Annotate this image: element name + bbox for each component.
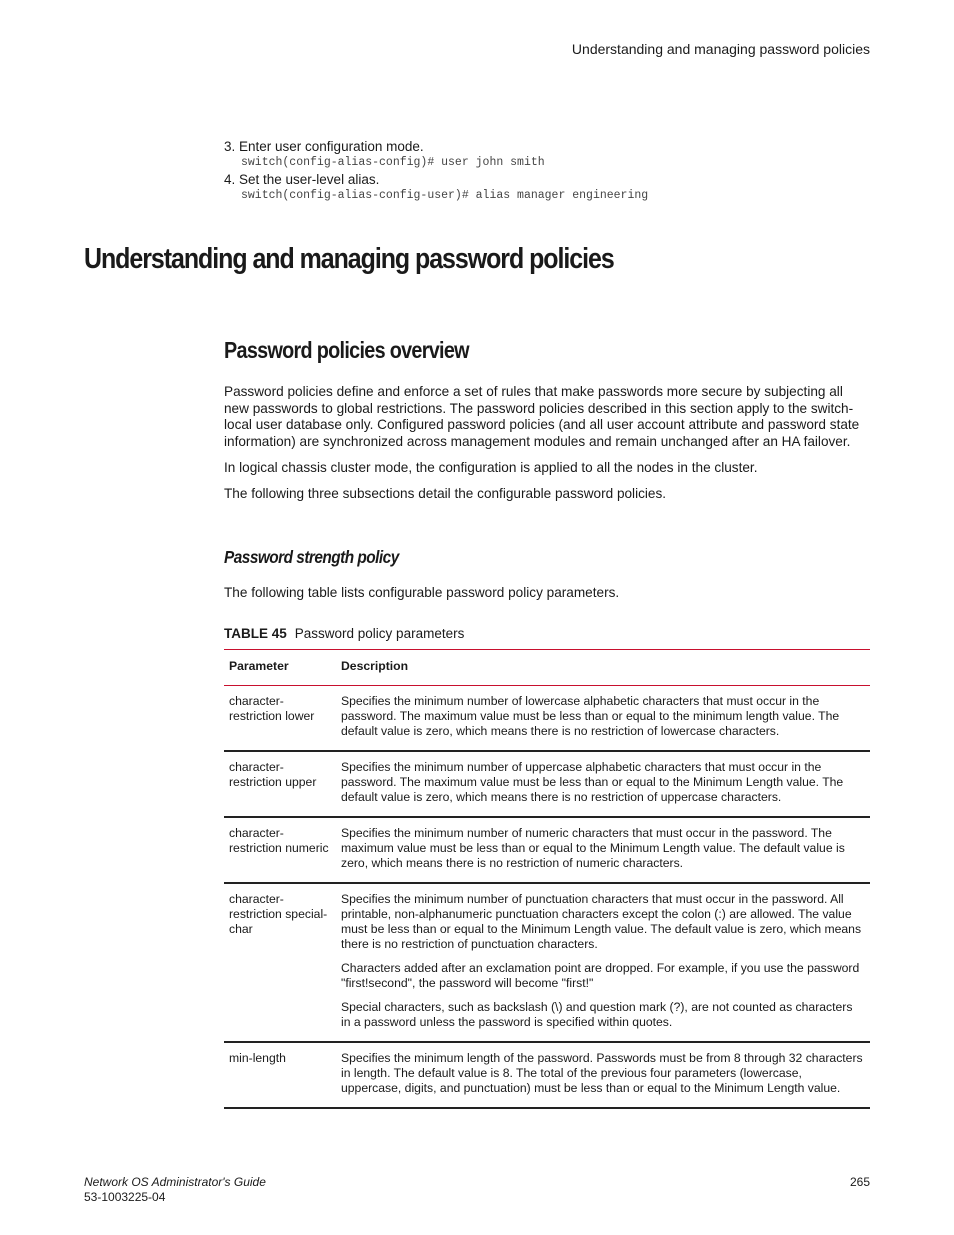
description-text: Characters added after an exclamation point are dropped. For example, if you use the password "first!second", the password will become "first!" <box>341 961 860 990</box>
description-text: Specifies the minimum length of the password. Passwords must be from 8 through 32 characters in length. The default value is 8. The total of the previous four parameters (lowercase, uppercase, digits, and punctuation) must be less than or equal to the Minimum Length value. <box>341 1051 863 1095</box>
description-cell <box>336 883 870 1042</box>
paragraph: Password policies define and enforce a set of rules that make passwords more secure by subjecting all new passwords to global restrictions. The password policies described in this section apply to the switch-local user database only. Configured password policies (and all user account attribute and password state information) are synchronized across management modules and remain unchanged after an HA failover. <box>224 384 860 450</box>
description-text: Specifies the minimum number of numeric characters that must occur in the password. The maximum value must be less than or equal to the Minimum Length value. The default value is zero, which means there is no restriction of numeric characters. <box>341 826 845 870</box>
table-caption-text: Password policy parameters <box>294 626 465 641</box>
column-header-parameter: Parameter <box>224 650 336 686</box>
column-header-description: Description <box>336 650 870 686</box>
table-caption-label: TABLE 45 <box>224 626 287 641</box>
subsection-title: Password policies overview <box>224 337 469 363</box>
code-example: switch(config-alias-config)# user john smith <box>241 156 545 169</box>
description-text: Specifies the minimum number of punctuation characters that must occur in the password. All printable, non-alphanumeric punctuation characters except the colon (:) are allowed. The value must be less than or equal to the Minimum Length value. The default value is zero, which means there is no restriction of punctuation characters. <box>341 892 862 951</box>
step-text: 3. Enter user configuration mode. <box>224 139 424 154</box>
table-row <box>224 751 870 817</box>
table-header-row <box>224 650 870 686</box>
step-text: 4. Set the user-level alias. <box>224 172 380 187</box>
parameter-cell: character-restriction upper <box>224 751 336 817</box>
footer-left <box>84 1175 266 1205</box>
parameter-cell: character-restriction lower <box>224 686 336 752</box>
overview-body <box>224 384 870 511</box>
table-row <box>224 817 870 883</box>
parameter-cell: character-restriction numeric <box>224 817 336 883</box>
section-title: Understanding and managing password policies <box>84 243 614 275</box>
table-row <box>224 1042 870 1108</box>
parameter-cell: min-length <box>224 1042 336 1108</box>
guide-title: Network OS Administrator's Guide <box>84 1175 266 1189</box>
table-intro: The following table lists configurable password policy parameters. <box>224 585 620 600</box>
paragraph: The following three subsections detail the configurable password policies. <box>224 485 667 501</box>
running-header: Understanding and managing password policies <box>571 41 870 57</box>
page-number: 265 <box>849 1175 870 1189</box>
table-row <box>224 883 870 1042</box>
description-cell <box>336 817 870 883</box>
description-cell <box>336 1042 870 1108</box>
code-example: switch(config-alias-config-user)# alias manager engineering <box>241 189 649 202</box>
procedure-steps <box>224 139 870 205</box>
description-cell <box>336 686 870 752</box>
parameter-cell: character-restriction special-char <box>224 883 336 1042</box>
description-text: Specifies the minimum number of uppercase alphabetic characters that must occur in the password. The maximum value must be less than or equal to the Minimum Length value. The default value is zero, which means there is no restriction of uppercase characters. <box>341 760 844 804</box>
description-text: Special characters, such as backslash (\) and question mark (?), are not counted as characters in a password unless the password is specified within quotes. <box>341 1000 853 1029</box>
description-cell <box>336 751 870 817</box>
password-policy-table <box>224 649 870 1109</box>
subsubsection-title: Password strength policy <box>224 547 399 567</box>
table-caption <box>224 626 464 641</box>
paragraph: In logical chassis cluster mode, the configuration is applied to all the nodes in the cluster. <box>224 459 758 475</box>
table-row <box>224 686 870 752</box>
description-text: Specifies the minimum number of lowercase alphabetic characters that must occur in the password. The maximum value must be less than or equal to the minimum length value. The default value is zero, which means there is no restriction of lowercase characters. <box>341 694 840 738</box>
doc-number: 53-1003225-04 <box>84 1190 166 1204</box>
